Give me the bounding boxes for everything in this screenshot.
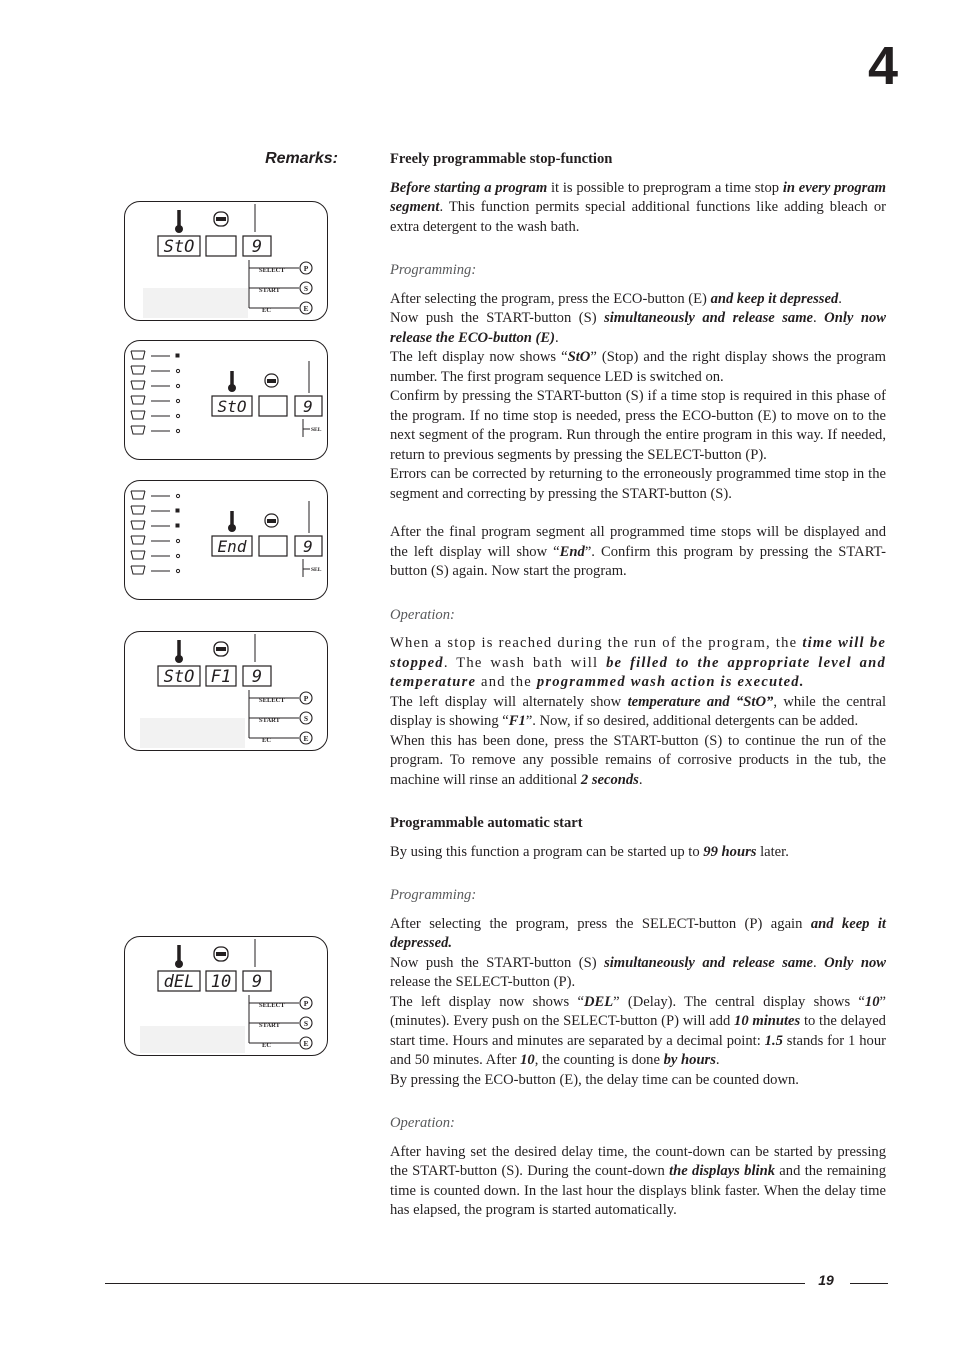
paragraph: When a stop is reached during the run of the program, the time will be stopped. The wash bath will be filled to the appropriate level and temperature and the programmed wash action is executed. xyxy=(390,635,886,690)
select-button[interactable] xyxy=(300,692,312,704)
select-label: SEL xyxy=(311,427,322,433)
paragraph: The left display now shows “DEL” (Delay). The central display shows “10” (minutes). Every push on the SELECT-button (P) will add 10 minutes to the delayed start time. Hours and minutes are separated by a decimal point: 1.5 stands for 1 hour and 50 minutes. After 10, the counting is done by hours. xyxy=(390,993,886,1068)
section-heading-stop-function: Freely programmable stop-function xyxy=(390,151,613,167)
remarks-label: Remarks: xyxy=(265,150,338,167)
svg-text:E: E xyxy=(303,734,309,743)
svg-text:S: S xyxy=(303,1019,309,1028)
paragraph: After the final program segment all programmed time stops will be displayed and the left display will show “End”. Confirm this program by pressing the START-button (S) again. Now start the program. xyxy=(390,524,886,579)
paragraph: Now push the START-button (S) simultaneously and release same. Only now release the SELECT-button (P). xyxy=(390,954,886,990)
eco-button[interactable] xyxy=(300,302,312,314)
eco-icon xyxy=(214,642,228,656)
control-panel-5 xyxy=(124,936,328,1056)
svg-text:S: S xyxy=(303,284,309,293)
svg-text:E: E xyxy=(303,1039,309,1048)
start-button[interactable] xyxy=(300,282,312,294)
left-display: StO xyxy=(163,667,195,687)
eco-label: EC xyxy=(262,737,272,744)
panel-3-drawing xyxy=(125,481,329,601)
page-number: 19 xyxy=(818,1272,834,1288)
paragraph: Now push the START-button (S) simultaneously and release same. Only now release the ECO-button (E). xyxy=(390,310,886,346)
paragraph: After selecting the program, press the SELECT-button (P) again and keep it depressed. xyxy=(390,915,886,951)
wash-phase-leds xyxy=(131,351,180,434)
start-button[interactable] xyxy=(300,712,312,724)
panel-1-drawing xyxy=(125,202,329,322)
paragraph: After selecting the program, press the ECO-button (E) and keep it depressed. xyxy=(390,290,842,307)
section-heading-automatic-start: Programmable automatic start xyxy=(390,815,583,831)
middle-display: F1 xyxy=(210,667,232,687)
paragraph-intro: Before starting a program it is possible to preprogram a time stop in every program segment. This function permits special additional functions like adding bleach or extra detergent to the wash bath. xyxy=(390,179,886,235)
chapter-number: 4 xyxy=(867,36,898,96)
eco-label: EC xyxy=(262,307,272,314)
eco-label: EC xyxy=(262,1042,272,1049)
left-display: StO xyxy=(217,397,247,416)
control-panel-3 xyxy=(124,480,328,600)
right-display: 9 xyxy=(303,397,313,416)
left-display: End xyxy=(217,537,247,556)
subheading-operation: Operation: xyxy=(390,1115,455,1131)
eco-icon xyxy=(265,514,278,527)
panel-2-drawing xyxy=(125,341,329,461)
footer-rule xyxy=(105,1283,805,1284)
left-display: dEL xyxy=(163,972,195,992)
eco-button[interactable] xyxy=(300,1037,312,1049)
right-display: 9 xyxy=(251,972,263,992)
subheading-programming: Programming: xyxy=(390,887,477,903)
svg-text:P: P xyxy=(303,999,309,1008)
thermometer-icon xyxy=(175,945,183,968)
start-label: START xyxy=(259,287,280,294)
control-panel-1 xyxy=(124,201,328,321)
eco-icon xyxy=(214,947,228,961)
right-display: 9 xyxy=(303,537,313,556)
select-label: SELECT xyxy=(259,697,285,704)
eco-button[interactable] xyxy=(300,732,312,744)
paragraph: Errors can be corrected by returning to the erroneously programmed time stop in the segment and correcting by pressing the START-button (S). xyxy=(390,466,886,502)
right-display: 9 xyxy=(251,237,263,257)
start-label: START xyxy=(259,717,280,724)
svg-text:S: S xyxy=(303,714,309,723)
wash-phase-leds xyxy=(131,491,180,574)
eco-icon xyxy=(265,374,278,387)
subheading-programming: Programming: xyxy=(390,262,477,278)
select-label: SELECT xyxy=(259,267,285,274)
paragraph: When this has been done, press the START-button (S) to continue the run of the program. To remove any possible remains of corrosive products in the tub, the machine will rinse an additional 2 seconds. xyxy=(390,732,886,788)
start-button[interactable] xyxy=(300,1017,312,1029)
select-button[interactable] xyxy=(300,997,312,1009)
paragraph: The left display will alternately show temperature and “StO”, while the central display is showing “F1”. Now, if so desired, additional detergents can be added. xyxy=(390,693,887,729)
paragraph: After having set the desired delay time, the count-down can be started by pressing the START-button (S). During the count-down the displays blink and the remaining time is counted down. In the last hour the displays blink faster. When the delay time has elapsed, the program is started automatically. xyxy=(390,1143,887,1218)
thermometer-icon xyxy=(175,640,183,663)
paragraph: Confirm by pressing the START-button (S) if a time stop is required in this phase of the program. If no time stop is needed, press the ECO-button (E) to move on to the next segment of the program. Run through the entire program in this way. If needed, return to previous segments by pressing the SELECT-button (P). xyxy=(390,388,886,463)
paragraph: The left display now shows “StO” (Stop) and the right display shows the program number. The first program sequence LED is switched on. xyxy=(390,349,887,385)
main-text-column xyxy=(390,150,886,1221)
select-label: SEL xyxy=(311,567,322,573)
subheading-operation: Operation: xyxy=(390,606,455,623)
start-label: START xyxy=(259,1022,280,1029)
thermometer-icon xyxy=(228,511,236,532)
footer-rule xyxy=(850,1283,888,1284)
svg-text:P: P xyxy=(303,694,309,703)
right-display: 9 xyxy=(251,667,263,687)
left-display: StO xyxy=(163,237,195,257)
eco-icon xyxy=(214,212,228,226)
middle-display: 10 xyxy=(210,972,232,992)
svg-text:E: E xyxy=(303,304,309,313)
panel-5-drawing xyxy=(125,937,329,1057)
select-button[interactable] xyxy=(300,262,312,274)
thermometer-icon xyxy=(175,210,183,233)
control-panel-2 xyxy=(124,340,328,460)
paragraph: By pressing the ECO-button (E), the delay time can be counted down. xyxy=(390,1071,799,1088)
thermometer-icon xyxy=(228,371,236,392)
svg-text:P: P xyxy=(303,264,309,273)
control-panel-4 xyxy=(124,631,328,751)
paragraph: By using this function a program can be started up to 99 hours later. xyxy=(390,843,789,860)
select-label: SELECT xyxy=(259,1002,285,1009)
panel-4-drawing xyxy=(125,632,329,752)
